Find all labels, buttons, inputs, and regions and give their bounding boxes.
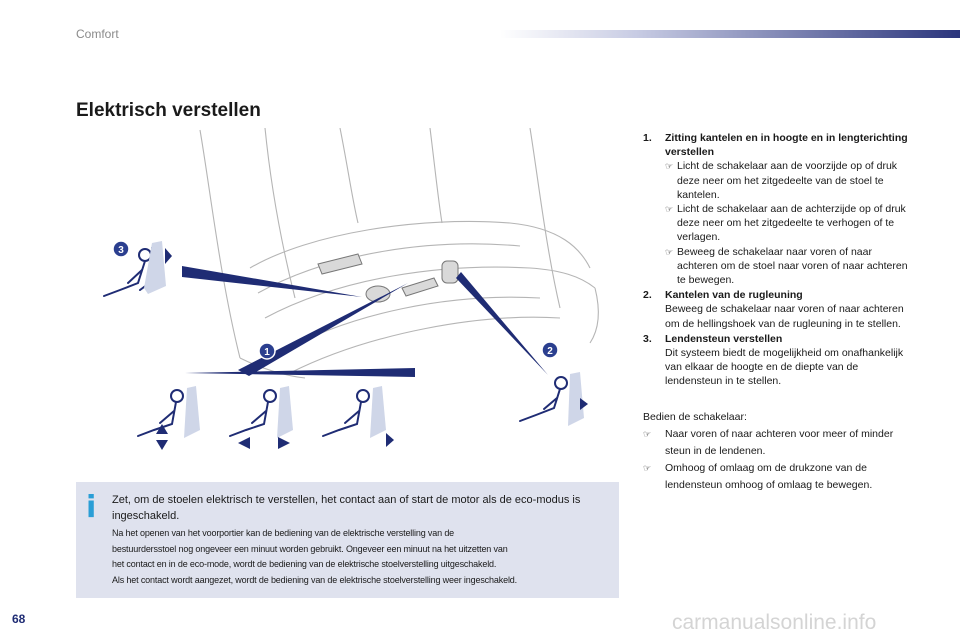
step-bullet: [665, 245, 913, 288]
step-title: Zitting kantelen en in hoogte en in lengterichting verstellen: [665, 132, 908, 159]
info-icon: i: [86, 490, 97, 525]
operate-bullet-text: Naar voren of naar achteren voor meer of minder steun in de lendenen.: [665, 428, 894, 457]
seat-controls-illustration: [90, 128, 630, 458]
step-3: [643, 332, 913, 389]
step-bullet-text: Beweeg de schakelaar naar voren of naar achteren om de stoel naar voren of naar achteren te bewegen.: [677, 245, 908, 287]
callout-1-label: 1: [264, 347, 270, 358]
callout-1-icon: [259, 343, 275, 359]
pointing-hand-icon: ☞: [665, 246, 674, 257]
header-gradient-bar: [500, 30, 960, 38]
pointing-hand-icon: ☞: [665, 204, 674, 215]
step-title: Kantelen van de rugleuning: [665, 289, 803, 302]
info-detail-line: Na het openen van het voorportier kan de bediening van de elektrische verstelling van de: [112, 528, 455, 538]
operate-bullet-text: Omhoog of omlaag om de drukzone van de lendensteun omhoog of omlaag te bewegen.: [665, 462, 873, 491]
pointing-hand-icon: ☞: [643, 429, 652, 439]
step-number: 3.: [643, 332, 652, 345]
operate-switch-section: [643, 409, 913, 494]
callout-3-icon: [113, 241, 129, 257]
operate-bullet: [643, 460, 913, 494]
info-detail-line: Als het contact wordt aangezet, wordt de bediening van de elektrische stoelverstelling weer ingeschakeld.: [112, 574, 517, 585]
info-detail-line: bestuurdersstoel nog ongeveer een minuut worden gebruikt. Ongeveer een minuut na het uitzetten van: [112, 543, 508, 554]
page-number: 68: [12, 612, 26, 626]
callout-3-label: 3: [118, 245, 124, 256]
step-number: 2.: [643, 289, 652, 302]
info-main-text: Zet, om de stoelen elektrisch te verstellen, het contact aan of start de motor als de eco-modus is ingeschakeld.: [112, 494, 581, 522]
step-text: Dit systeem biedt de mogelijkheid om onafhankelijk van elkaar de hoogte en de diepte van de lendensteun in te stellen.: [665, 347, 904, 388]
operate-intro: Bedien de schakelaar:: [643, 411, 747, 423]
watermark: carmanualsonline.info: [672, 611, 877, 634]
callout-2-icon: [542, 342, 558, 358]
step-2: [643, 288, 913, 331]
step-1: [643, 131, 913, 287]
step-bullet: [665, 159, 913, 202]
callout-2-label: 2: [547, 346, 553, 357]
step-bullet: [665, 202, 913, 245]
pointing-hand-icon: ☞: [665, 161, 674, 172]
info-detail-line: het contact en in de eco-mode, wordt de bediening van de elektrische stoelverstelling uitgeschakeld.: [112, 559, 497, 569]
step-number: 1.: [643, 132, 652, 144]
section-label: Comfort: [76, 27, 119, 41]
pointing-hand-icon: ☞: [643, 463, 652, 473]
operate-bullet: [643, 426, 913, 460]
step-bullet-text: Licht de schakelaar aan de achterzijde op of druk deze neer om het zitgedeelte te verhogen of te verlagen.: [677, 203, 906, 244]
info-box: [76, 482, 619, 598]
adjustment-steps: [643, 131, 913, 390]
info-detail: [112, 526, 617, 588]
step-text: Beweeg de schakelaar naar voren of naar achteren om de hellingshoek van de rugleuning in te stellen.: [665, 303, 904, 330]
step-title: Lendensteun verstellen: [665, 332, 783, 345]
step-bullet-text: Licht de schakelaar aan de voorzijde op of druk deze neer om het zitgedeelte van de stoel te kantelen.: [677, 160, 898, 201]
page-title: Elektrisch verstellen: [76, 100, 261, 121]
